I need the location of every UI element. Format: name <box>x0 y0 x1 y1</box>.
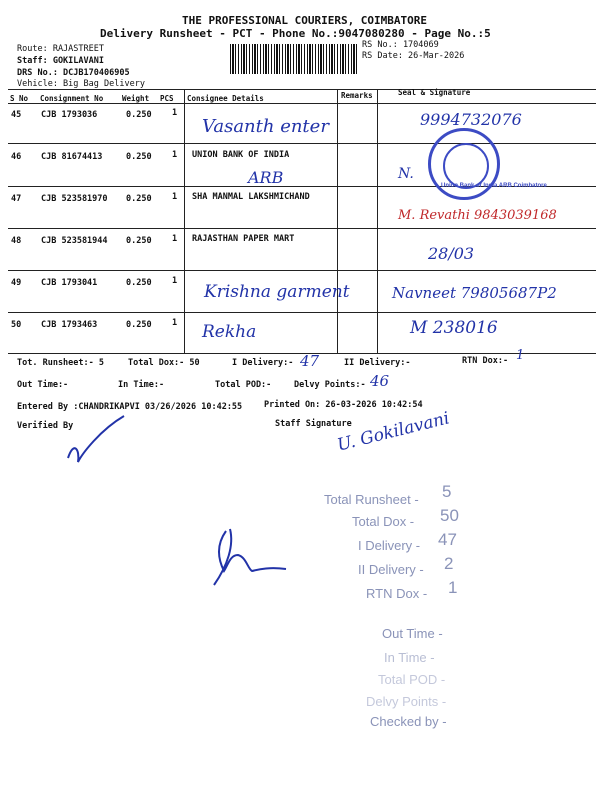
row-divider <box>8 228 596 229</box>
row-consignment: CJB 523581970 <box>41 194 108 204</box>
bleed-label: In Time - <box>384 650 435 665</box>
rtn-dox-hand: 1 <box>516 348 525 363</box>
row-pcs: 1 <box>172 276 178 286</box>
row-consignee: SHA MANMAL LAKSHMICHAND <box>192 192 310 202</box>
col-consignment: Consignment No <box>40 94 104 103</box>
handwritten-signature: M. Revathi 9843039168 <box>398 208 557 223</box>
in-time: In Time:- <box>118 380 165 390</box>
column-divider <box>377 89 378 353</box>
delvy-points-hand: 46 <box>370 372 390 390</box>
handwritten-consignee: Krishna garment <box>204 282 350 302</box>
drs-number: DRS No.: DCJB170406905 <box>17 68 130 78</box>
row-sno: 49 <box>11 278 22 288</box>
row-consignment: CJB 81674413 <box>41 152 103 162</box>
bleed-label: I Delivery - <box>358 538 421 553</box>
handwritten-signature: 9994732076 <box>420 110 522 129</box>
stamp-text: Union Bank of India ARB Coimbatore <box>441 183 547 189</box>
handwritten-scribble <box>200 525 290 595</box>
col-seal: Seal & Signature <box>398 88 471 97</box>
total-dox: Total Dox:- 50 <box>128 358 200 368</box>
tot-runsheet: Tot. Runsheet:- 5 <box>17 358 104 368</box>
row-pcs: 1 <box>172 150 178 160</box>
row-divider <box>8 312 596 313</box>
runsheet-subtitle: Delivery Runsheet - PCT - Phone No.:9047080280 - Page No.:5 <box>100 27 491 40</box>
bleed-value: 1 <box>448 578 458 597</box>
bleed-label: Total POD - <box>378 672 446 687</box>
row-consignee: UNION BANK OF INDIA <box>192 150 290 160</box>
verified-signature <box>60 410 130 470</box>
bleed-value: 2 <box>444 554 454 573</box>
bank-stamp <box>428 128 547 200</box>
row-weight: 0.250 <box>126 278 152 288</box>
column-divider <box>337 89 338 353</box>
row-weight: 0.250 <box>126 236 152 246</box>
bleed-value: 47 <box>438 530 457 549</box>
row-divider <box>8 143 596 144</box>
out-time: Out Time:- <box>17 380 69 390</box>
row-weight: 0.250 <box>126 152 152 162</box>
verified-by: Verified By <box>17 421 74 431</box>
row-pcs: 1 <box>172 192 178 202</box>
bleed-value: 5 <box>442 482 452 501</box>
row-sno: 45 <box>11 110 22 120</box>
col-remarks: Remarks <box>341 91 373 100</box>
row-divider <box>8 270 596 271</box>
rs-number: RS No.: 1704069 <box>362 40 439 50</box>
row-weight: 0.250 <box>126 320 152 330</box>
table-top-border <box>8 89 596 90</box>
row-weight: 0.250 <box>126 110 152 120</box>
column-divider <box>184 89 185 353</box>
row-consignee: RAJASTHAN PAPER MART <box>192 234 295 244</box>
bleed-label: Out Time - <box>382 626 443 641</box>
row-weight: 0.250 <box>126 194 152 204</box>
bleed-label: Total Runsheet - <box>324 492 419 507</box>
table-header-border <box>8 103 596 104</box>
col-sno: S No <box>10 94 29 103</box>
company-title: THE PROFESSIONAL COURIERS, COIMBATORE <box>182 14 428 27</box>
row-pcs: 1 <box>172 234 178 244</box>
i-delivery: I Delivery:- <box>232 358 294 368</box>
i-delivery-hand: 47 <box>300 352 320 370</box>
col-weight: Weight <box>122 94 150 103</box>
staff-label: Staff: GOKILAVANI <box>17 56 104 66</box>
bleed-label: Delvy Points - <box>366 694 447 709</box>
row-pcs: 1 <box>172 108 178 118</box>
route-label: Route: RAJASTREET <box>17 44 104 54</box>
bleed-label: Total Dox - <box>352 514 415 529</box>
bleed-value: 50 <box>440 506 459 525</box>
handwritten-signature: N. <box>398 166 414 182</box>
handwritten-signature: Navneet 79805687P2 <box>392 284 557 302</box>
handwritten-consignee: Vasanth enter <box>202 116 329 137</box>
row-consignment: CJB 523581944 <box>41 236 108 246</box>
col-pcs: PCS <box>160 94 174 103</box>
handwritten-signature: M 238016 <box>410 318 498 338</box>
delvy-points: Delvy Points:- <box>294 380 366 390</box>
bleed-label: II Delivery - <box>358 562 424 577</box>
barcode <box>230 44 358 74</box>
bleed-label: RTN Dox - <box>366 586 428 601</box>
row-consignment: CJB 1793041 <box>41 278 98 288</box>
bleed-label: Checked by - <box>370 714 447 729</box>
row-sno: 46 <box>11 152 22 162</box>
ii-delivery: II Delivery:- <box>344 358 411 368</box>
handwritten-signature: 28/03 <box>428 244 475 263</box>
handwritten-consignee: Rekha <box>202 322 257 342</box>
row-consignment: CJB 1793463 <box>41 320 98 330</box>
printed-on: Printed On: 26-03-2026 10:42:54 <box>264 400 423 410</box>
staff-signature-label: Staff Signature <box>275 419 352 429</box>
row-sno: 48 <box>11 236 22 246</box>
entered-by: Entered By :CHANDRIKAPVI 03/26/2026 10:42:55 <box>17 402 243 412</box>
staff-signature-hand: U. Gokilavani <box>335 408 452 456</box>
rs-date: RS Date: 26-Mar-2026 <box>362 51 465 61</box>
rtn-dox: RTN Dox:- <box>462 356 509 366</box>
vehicle-label: Vehicle: Big Bag Delivery <box>17 79 145 89</box>
row-consignment: CJB 1793036 <box>41 110 98 120</box>
row-sno: 47 <box>11 194 22 204</box>
total-pod: Total POD:- <box>215 380 272 390</box>
col-consignee: Consignee Details <box>187 94 264 103</box>
row-sno: 50 <box>11 320 22 330</box>
row-pcs: 1 <box>172 318 178 328</box>
handwritten-consignee: ARB <box>248 168 284 187</box>
